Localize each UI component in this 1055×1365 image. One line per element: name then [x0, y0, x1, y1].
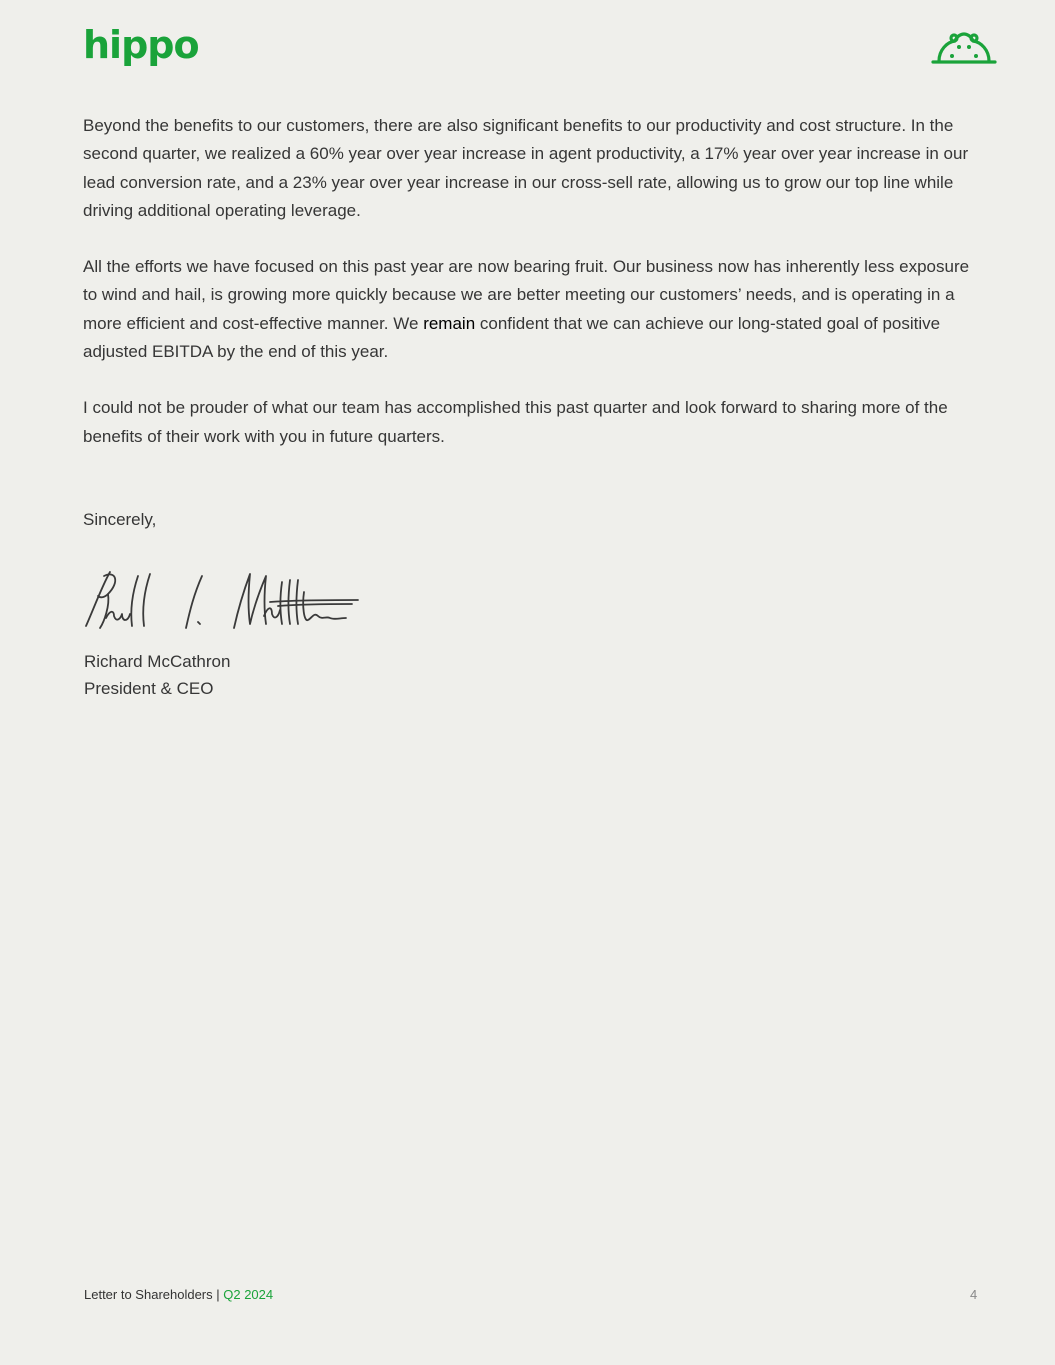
footer-label — [84, 1287, 273, 1302]
signer-name: Richard McCathron — [84, 652, 231, 671]
salutation: Sincerely, — [83, 510, 157, 529]
footer-period: Q2 2024 — [223, 1287, 274, 1302]
signer-block — [84, 648, 230, 702]
hippo-logo: hippo — [83, 23, 199, 67]
signature-image — [82, 566, 362, 634]
paragraph-results-start: All the efforts we have focused on this past year are now bearing fruit. Our business now has inherently less exposure to wind and hail, is growing more quickly because we are better meeting our customers’ needs, and is operating in a more efficient and cost-effective manner. We — [83, 257, 970, 333]
paragraph-results — [83, 253, 983, 366]
signer-title: President & CEO — [84, 679, 214, 698]
hippo-peeking-icon — [931, 30, 997, 66]
paragraph-results-highlight: remain — [423, 313, 476, 333]
footer-label-text: Letter to Shareholders | — [84, 1287, 224, 1302]
paragraph-results-end: confident that we can achieve our long-stated goal of positive adjusted EBITDA by the end of this year. — [83, 313, 941, 362]
page-number: 4 — [970, 1287, 978, 1302]
letter-body — [83, 112, 983, 479]
paragraph-productivity: Beyond the benefits to our customers, there are also significant benefits to our productivity and cost structure. In the second quarter, we realized a 60% year over year increase in agent productivity, a 17% year over year increase in our lead conversion rate, and a 23% year over year increase in our cross-sell rate, allowing us to grow our top line while driving additional operating leverage. — [83, 116, 969, 220]
paragraph-outlook: I could not be prouder of what our team has accomplished this past quarter and look forward to sharing more of the benefits of their work with you in future quarters. — [83, 398, 948, 446]
